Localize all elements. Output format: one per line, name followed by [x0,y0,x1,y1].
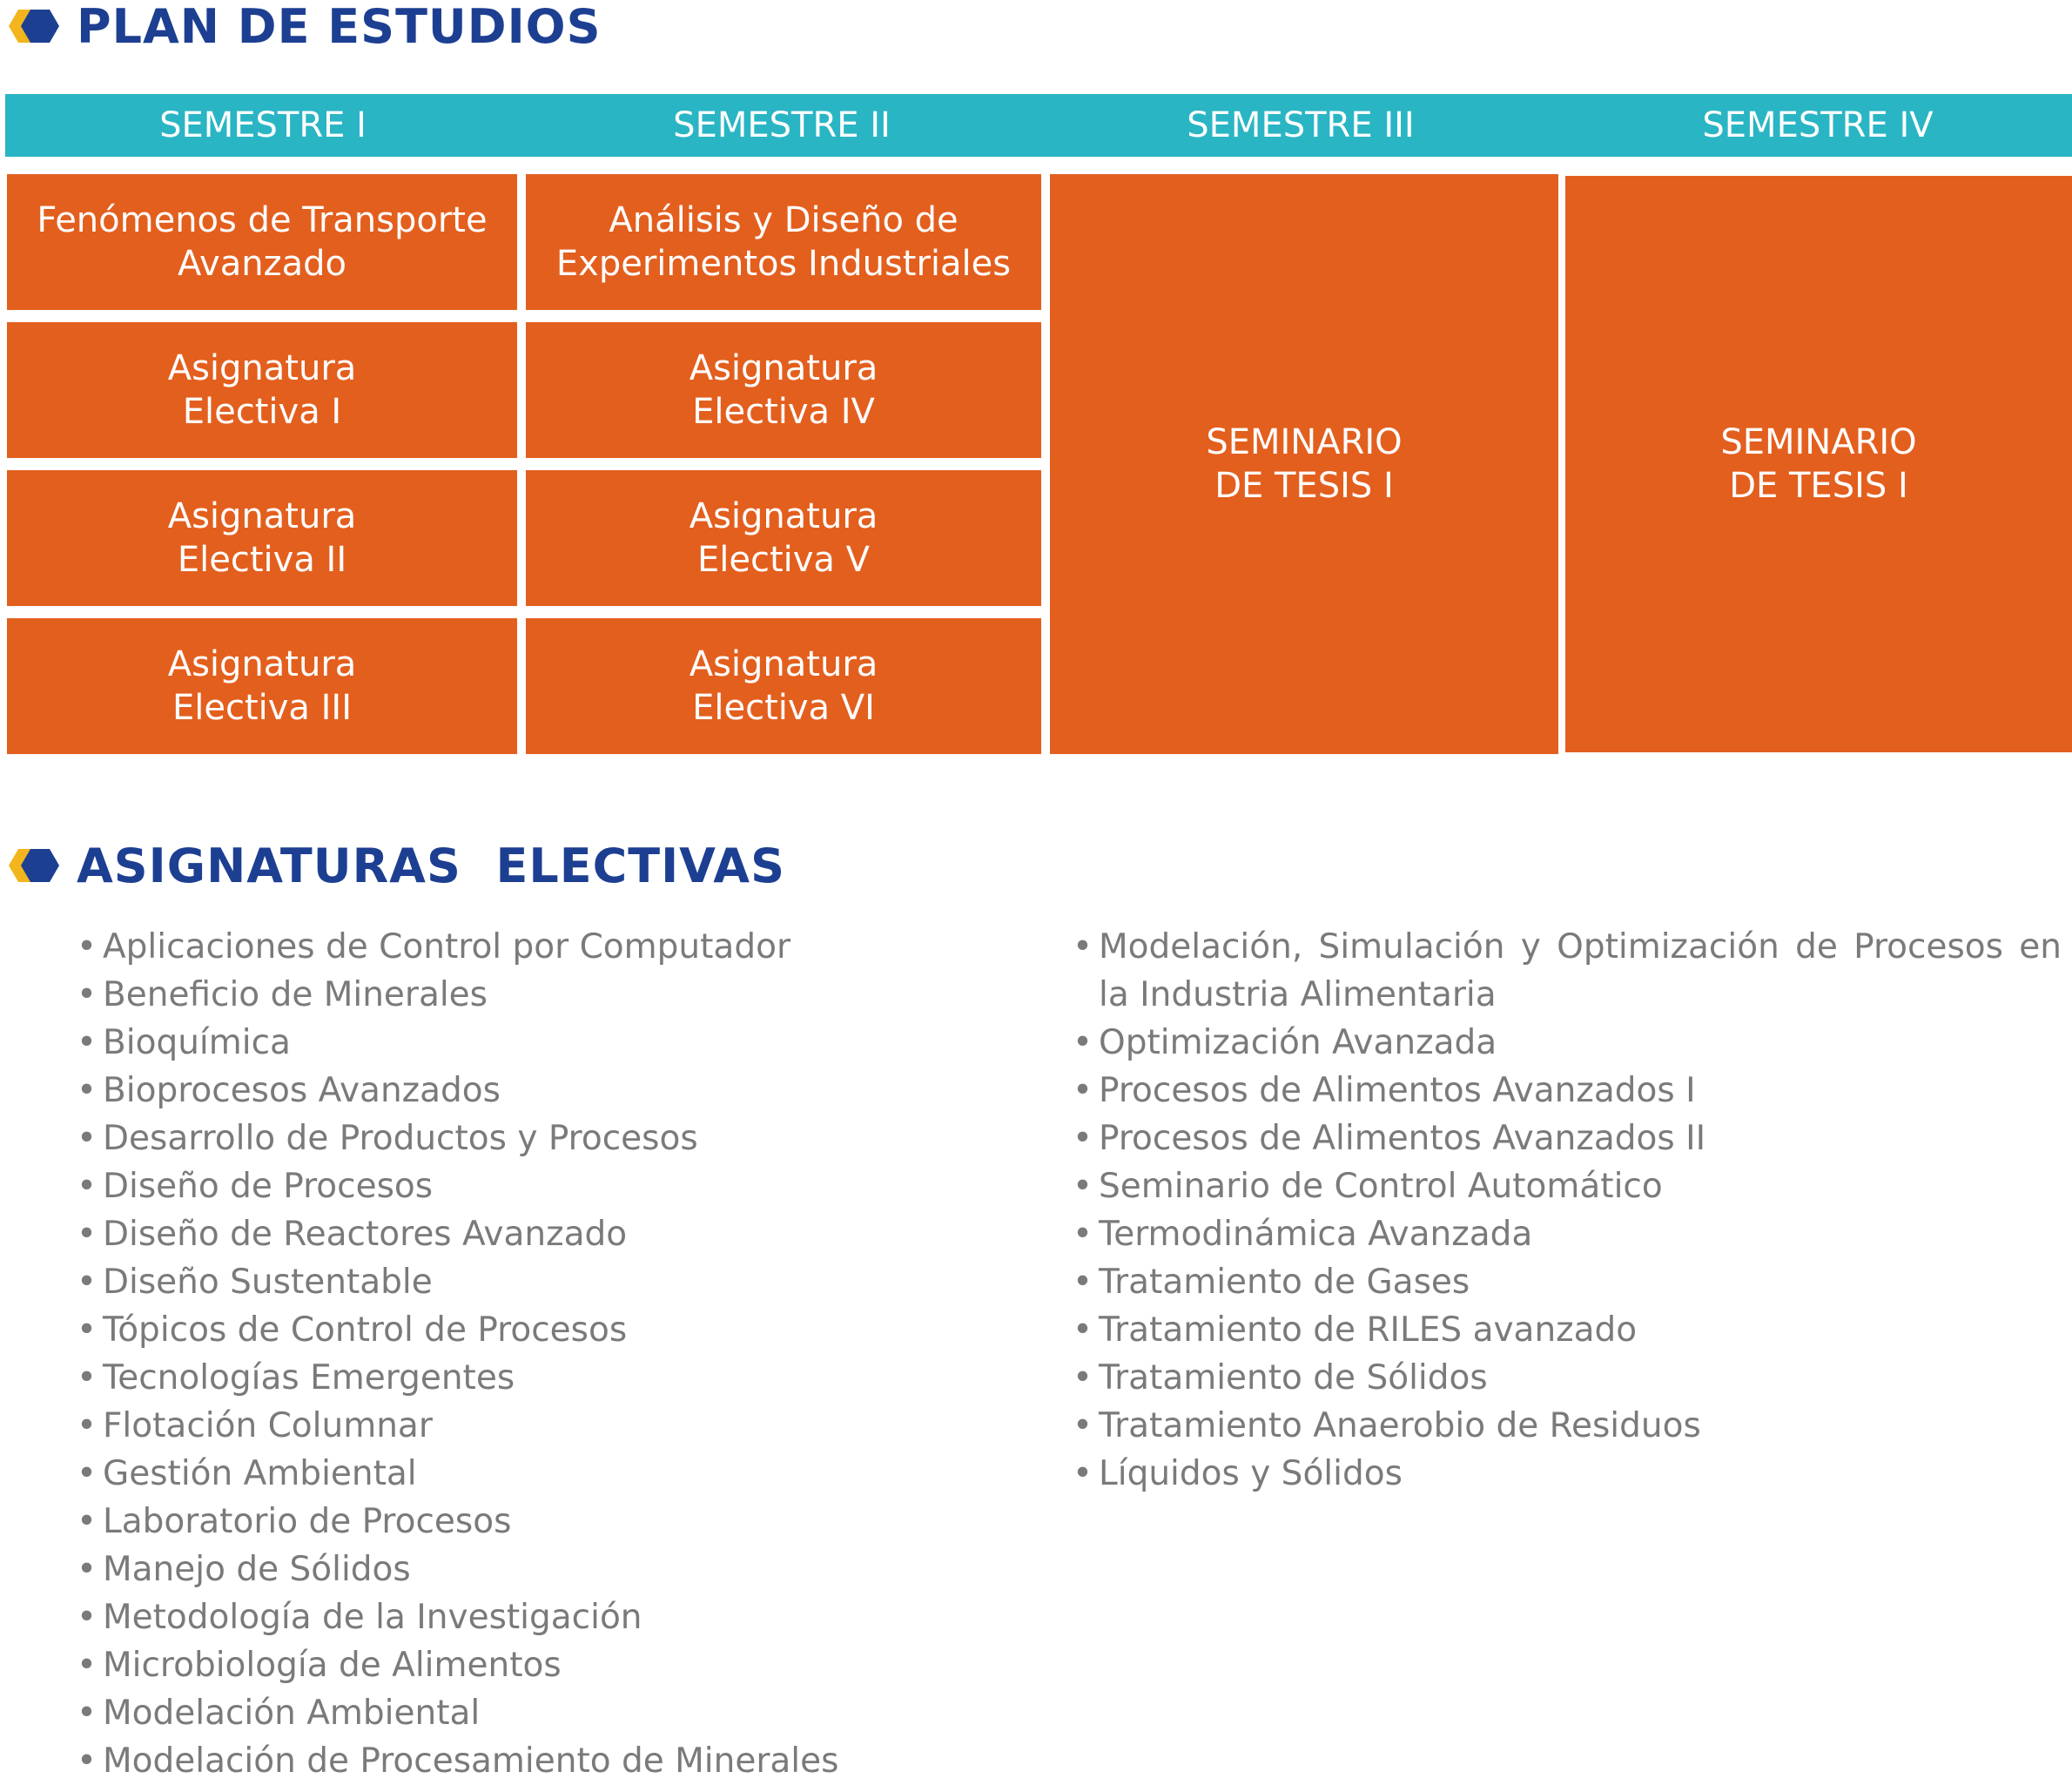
course-name-line: Análisis y Diseño de [609,200,959,240]
course-name-line: Asignatura [167,644,357,684]
course-name-line: Asignatura [167,496,357,536]
course-name-line: Experimentos Industriales [555,244,1012,284]
course-name-line: Asignatura [689,348,878,388]
elective-item: • Flotación Columnar [77,1402,1052,1450]
elective-item: • Tratamiento Anaerobio de Residuos [1073,1402,2062,1450]
elective-item: • Metodología de la Investigación [77,1593,1052,1641]
elective-item: • Laboratorio de Procesos [77,1498,1052,1546]
course-name-line: Electiva V [696,540,871,580]
course-name-line: Avanzado [178,244,346,284]
course-name-line: Electiva IV [692,392,875,432]
semester-header-bar [5,94,2072,157]
course-name-line: DE TESIS I [1214,466,1394,506]
course-name-line: SEMINARIO [1206,422,1403,462]
course-box [526,470,1041,606]
course-name-line: Electiva III [172,688,353,728]
elective-item: • Manejo de Sólidos [77,1546,1052,1593]
elective-item: • Líquidos y Sólidos [1073,1450,2062,1498]
electives-list-right [1073,923,2062,1498]
course-box [526,174,1041,310]
course-name-line: DE TESIS I [1729,466,1908,506]
course-name-line: Asignatura [167,348,357,388]
course-name-line: Asignatura [689,644,878,684]
elective-item: • Optimización Avanzada [1073,1019,2062,1067]
seminario-tesis-box-sem4 [1565,176,2072,752]
hexagon-logo-icon [7,843,61,888]
semester-2-label: SEMESTRE II [673,105,891,145]
course-box [526,618,1041,754]
course-name-line: Asignatura [689,496,878,536]
elective-item: • Tópicos de Control de Procesos [77,1306,1052,1354]
elective-item: • Bioquímica [77,1019,1052,1067]
elective-item: • Modelación de Procesamiento de Minerales [77,1737,1052,1785]
elective-item: • Microbiología de Alimentos [77,1641,1052,1689]
semester-1-label: SEMESTRE I [159,105,367,145]
course-name-line: SEMINARIO [1720,422,1917,462]
electives-list-left [77,923,1052,1785]
course-name-line: Electiva I [182,392,342,432]
elective-item: • Tratamiento de Sólidos [1073,1354,2062,1402]
elective-item: • Procesos de Alimentos Avanzados II [1073,1115,2062,1162]
plan-section-header [7,0,601,52]
course-box [7,618,517,754]
elective-item: • Bioprocesos Avanzados [77,1067,1052,1115]
semester-3-label: SEMESTRE III [1187,105,1415,145]
seminario-tesis-box-sem3 [1050,174,1558,754]
elective-item: • Beneficio de Minerales [77,971,1052,1019]
elective-item: • Gestión Ambiental [77,1450,1052,1498]
elective-item: • Procesos de Alimentos Avanzados I [1073,1067,2062,1115]
elective-item: • Seminario de Control Automático [1073,1162,2062,1210]
hexagon-logo-icon [7,3,61,49]
elective-item: • Tratamiento de RILES avanzado [1073,1306,2062,1354]
elective-item: • Diseño de Procesos [77,1162,1052,1210]
elective-item: • Diseño Sustentable [77,1258,1052,1306]
course-box [526,322,1041,458]
course-box [7,174,517,310]
elective-item: • Aplicaciones de Control por Computador [77,923,1052,971]
plan-title: PLAN DE ESTUDIOS [77,0,602,54]
course-box [7,322,517,458]
elective-item: • Modelación, Simulación y Optimización de Procesos en la Industria Alimentaria [1073,923,2062,1019]
course-name-line: Electiva VI [692,688,875,728]
elective-item: • Termodinámica Avanzada [1073,1210,2062,1258]
course-name-line: Electiva II [177,540,347,580]
elective-item: • Tratamiento de Gases [1073,1258,2062,1306]
electivas-section-header [7,839,785,892]
elective-item: • Modelación Ambiental [77,1689,1052,1737]
elective-item: • Desarrollo de Productos y Procesos [77,1115,1052,1162]
elective-item: • Diseño de Reactores Avanzado [77,1210,1052,1258]
course-name-line: Fenómenos de Transporte [37,200,488,240]
course-box [7,470,517,606]
electivas-title: ASIGNATURAS ELECTIVAS [77,838,785,893]
elective-item: • Tecnologías Emergentes [77,1354,1052,1402]
semester-4-label: SEMESTRE IV [1702,105,1934,145]
